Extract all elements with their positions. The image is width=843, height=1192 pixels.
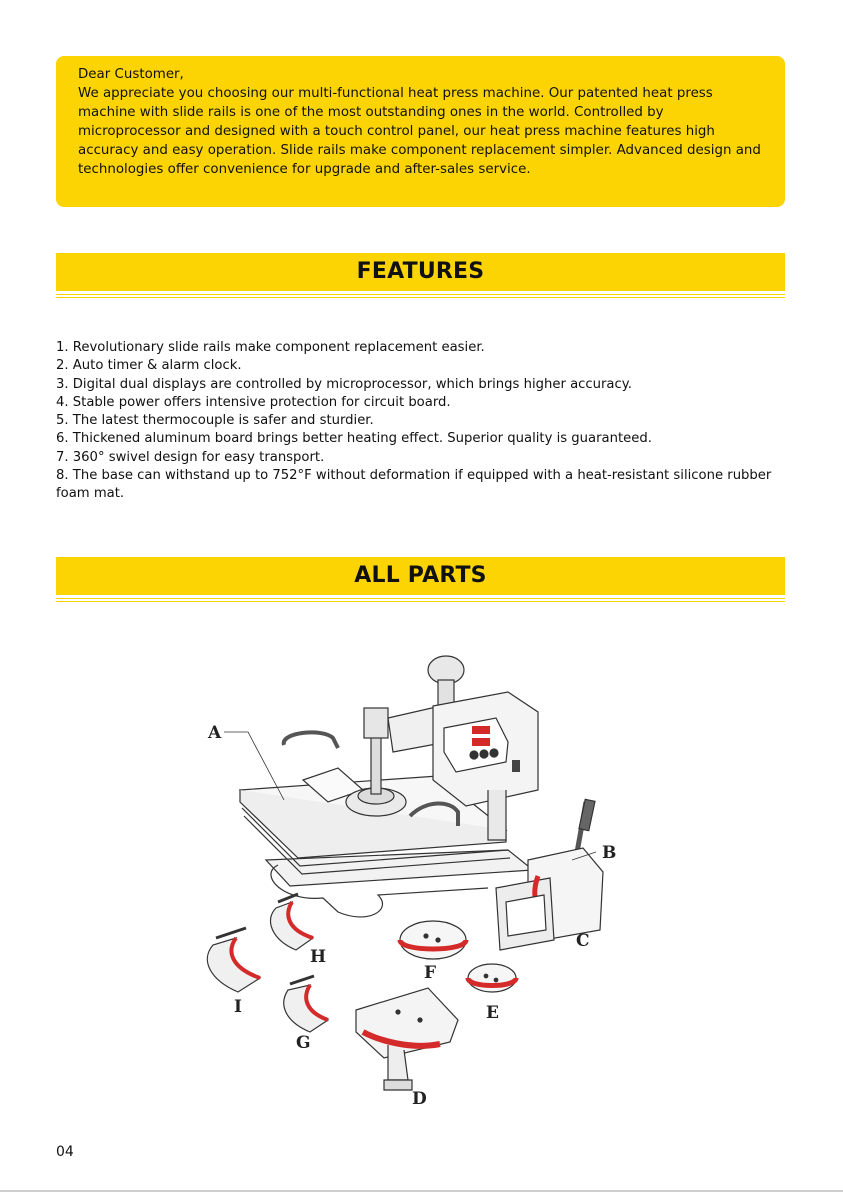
label-g: G [296,1033,311,1053]
label-h: H [310,947,327,967]
feature-item: 6. Thickened aluminum board brings better heating effect. Superior quality is guaranteed. [56,431,652,447]
feature-item: 2. Auto timer & alarm clock. [56,358,242,374]
feature-item: 5. The latest thermocouple is safer and sturdier. [56,413,374,429]
parts-heading: ALL PARTS [56,557,785,595]
feature-item: 8. The base can withstand up to 752°F without deformation if equipped with a heat-resistant silicone rubber foam mat. [56,468,772,502]
label-i: I [234,997,242,1017]
features-list [56,339,796,504]
label-d: D [412,1089,427,1109]
intro-box [56,56,785,207]
mug-element-g [284,976,328,1032]
mug-element-i [207,928,260,992]
feature-item: 7. 360° swivel design for easy transport. [56,449,325,465]
mug-element-h [270,894,313,950]
intro-body: We appreciate you choosing our multi-functional heat press machine. Our patented heat press machine with slide rails is one of the most outstanding ones in the world. Controlled by microprocessor and designed with a touch control panel, our heat press machine features high accuracy and easy operation. Slide rails make component replacement simpler. Advanced design and technologies offer convenience for upgrade and after-sales service. [78,86,761,177]
parts-rule [56,598,785,602]
intro-greeting: Dear Customer, [78,67,184,82]
mug-press-attachment [496,799,603,950]
feature-item: 1. Revolutionary slide rails make component replacement easier. [56,340,485,355]
label-c: C [576,931,590,951]
label-b: B [602,843,617,863]
feature-item: 3. Digital dual displays are controlled by microprocessor, which brings higher accuracy. [56,376,632,392]
features-rule [56,294,785,298]
round-plate-large [400,921,466,959]
label-e: E [486,1003,499,1023]
feature-item: 4. Stable power offers intensive protection for circuit board. [56,394,451,410]
page-number: 04 [56,1144,74,1160]
features-heading: FEATURES [56,253,785,291]
cap-press-attachment [356,988,458,1090]
label-f: F [424,963,437,983]
round-plate-small [468,964,516,992]
parts-diagram [188,640,640,1112]
label-a: A [208,723,222,743]
heat-press-machine [240,656,538,917]
